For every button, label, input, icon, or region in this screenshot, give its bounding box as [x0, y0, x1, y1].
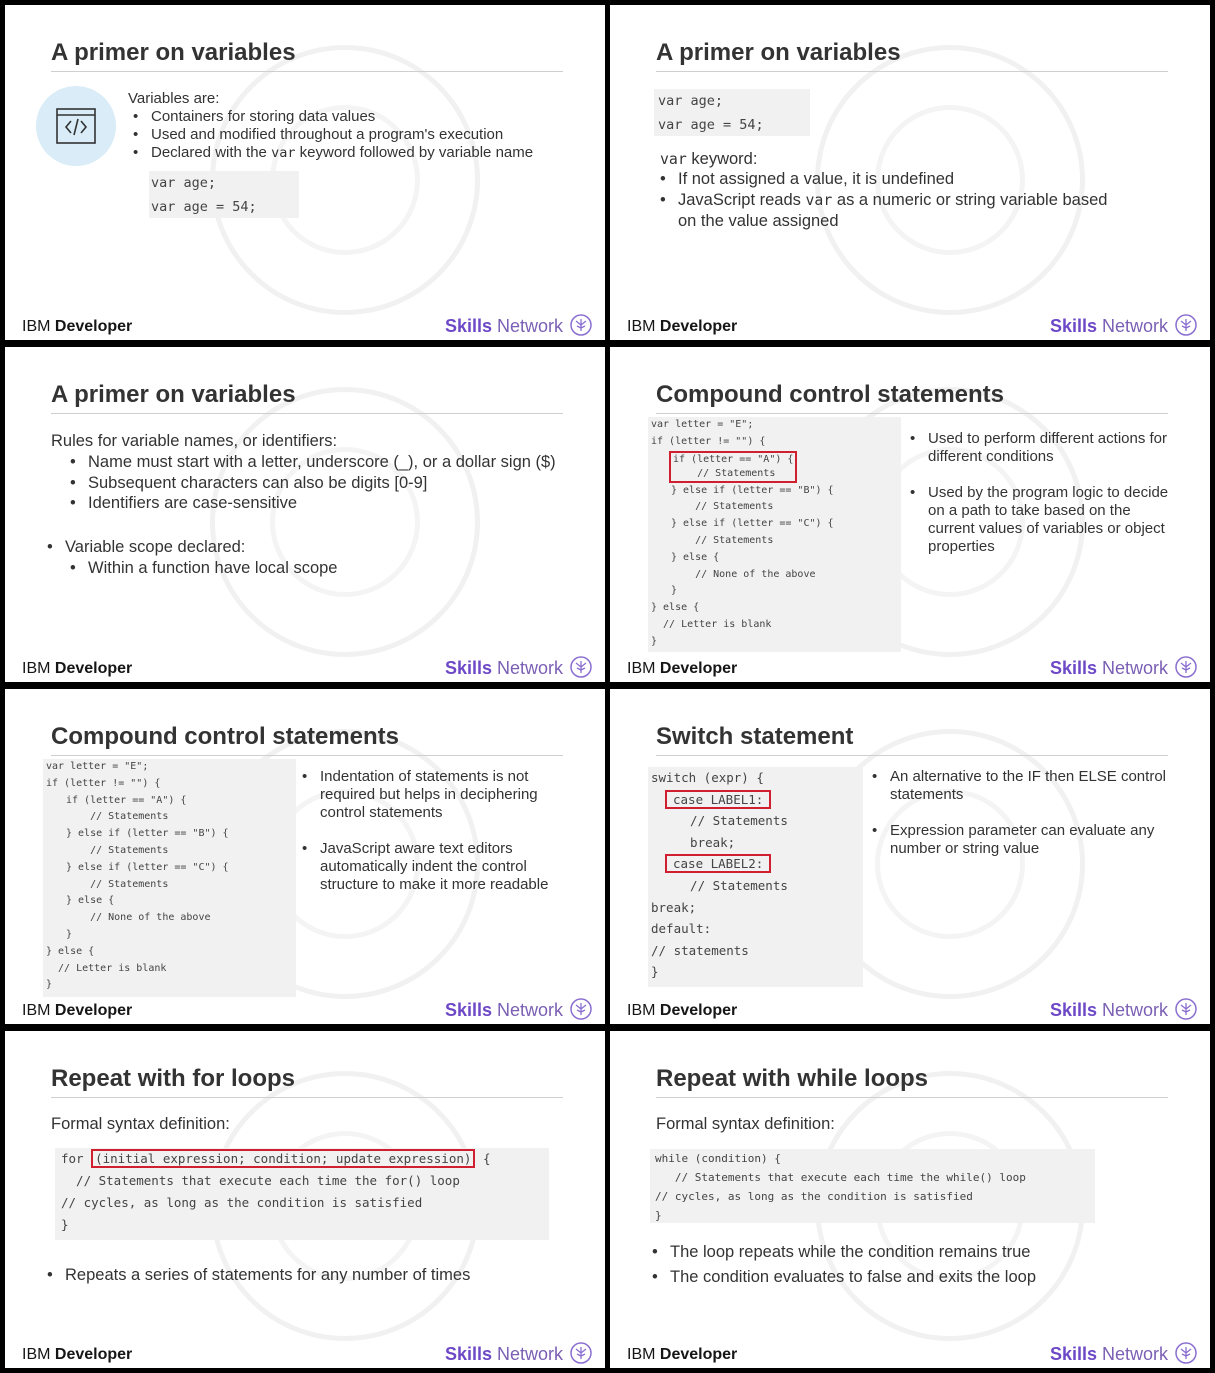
skills-network-icon: [1175, 314, 1197, 336]
bullet-list: [648, 1240, 1188, 1290]
list-item: • The loop repeats while the condition remains true: [648, 1240, 1188, 1265]
list-item: • Identifiers are case-sensitive: [66, 493, 586, 514]
ibm-developer-logo: IBM Developer: [627, 318, 738, 335]
skills-network-icon: [570, 998, 592, 1020]
ibm-developer-logo: IBM Developer: [627, 660, 738, 677]
skills-network-logo: Skills Network: [1049, 316, 1168, 336]
skills-network-logo: Skills Network: [1049, 1344, 1168, 1364]
code-block: var letter = "E"; if (letter != "") { if (letter == "A") { // Statements } else if (letter == "B") { // Statements } else if (letter == "C") { // Statements } else { // None of the above } } else { // Letter is blank }: [648, 417, 901, 652]
slide-3: [5, 347, 605, 682]
slide-1: [5, 5, 605, 340]
code-block: switch (expr) { case LABEL1: // Statements break; case LABEL2: // Statements break; default: // statements }: [648, 767, 863, 987]
slide-8: [610, 1031, 1210, 1368]
highlighted-code: case LABEL1:: [665, 790, 771, 809]
skills-network-icon: [570, 314, 592, 336]
code-block: var letter = "E"; if (letter != "") { if (letter == "A") { // Statements } else if (letter == "B") { // Statements } else if (letter == "C") { // Statements } else { // None of the above } } else { // Letter is blank }: [43, 759, 296, 997]
ibm-developer-logo: IBM Developer: [22, 318, 133, 335]
keyword-label: var keyword:: [660, 150, 758, 168]
scope-sublist: [66, 558, 586, 578]
code-block: var age; var age = 54;: [149, 171, 299, 218]
list-item: • Expression parameter can evaluate any number or string value: [868, 822, 1168, 858]
list-item: • Containers for storing data values: [129, 108, 599, 126]
skills-network-icon: [570, 1342, 592, 1364]
list-item: • Used by the program logic to decide on a path to take based on the current values of variables or object properties: [906, 484, 1176, 556]
skills-network-logo: Skills Network: [444, 316, 563, 336]
list-item: • Subsequent characters can also be digits [0-9]: [66, 473, 586, 494]
skills-network-logo: Skills Network: [1049, 1000, 1168, 1020]
highlighted-code: (initial expression; condition; update expression): [91, 1149, 475, 1168]
skills-network-icon: [1175, 998, 1197, 1020]
ibm-developer-logo: IBM Developer: [22, 1346, 133, 1363]
ibm-developer-logo: IBM Developer: [627, 1002, 738, 1019]
highlighted-code: if (letter == "A") { // Statements: [669, 451, 797, 483]
list-item: • Name must start with a letter, underscore (_), or a dollar sign ($): [66, 452, 586, 473]
list-item: • The condition evaluates to false and exits the loop: [648, 1265, 1188, 1290]
list-item: • JavaScript aware text editors automatically indent the control structure to make it more readable: [298, 840, 558, 894]
slide-7: [5, 1031, 605, 1368]
list-item: • JavaScript reads var as a numeric or string variable based on the value assigned: [656, 190, 1156, 232]
list-item: • Repeats a series of statements for any number of times: [43, 1265, 583, 1285]
intro-text: Variables are:: [128, 90, 220, 107]
skills-network-logo: Skills Network: [1049, 658, 1168, 678]
skills-network-logo: Skills Network: [444, 658, 563, 678]
slide-title: Compound control statements: [51, 723, 563, 756]
ibm-developer-logo: IBM Developer: [22, 1002, 133, 1019]
bullet-list: [656, 169, 1156, 232]
slide-title: Repeat with for loops: [51, 1065, 563, 1098]
ibm-developer-logo: IBM Developer: [627, 1346, 738, 1363]
bullet-list: [906, 430, 1176, 556]
rules-heading: Rules for variable names, or identifiers:: [51, 432, 338, 450]
syntax-subtitle: Formal syntax definition:: [51, 1115, 230, 1133]
list-item: • Declared with the var keyword followed by variable name: [129, 144, 599, 162]
scope-list: [43, 537, 563, 557]
rules-list: [66, 452, 586, 514]
slide-title: Switch statement: [656, 723, 1168, 756]
bullet-list: [129, 108, 599, 162]
code-block: var age; var age = 54;: [654, 89, 810, 136]
slide-5: [5, 689, 605, 1024]
bullet-list: [298, 768, 558, 894]
slide-title: Compound control statements: [656, 381, 1168, 414]
slide-title: A primer on variables: [51, 381, 563, 414]
code-icon: [36, 86, 116, 166]
slide-4: [610, 347, 1210, 682]
list-item: • Used to perform different actions for different conditions: [906, 430, 1176, 466]
code-block: while (condition) { // Statements that execute each time the while() loop // cycles, as long as the condition is satisfied }: [650, 1149, 1095, 1223]
slide-title: A primer on variables: [656, 39, 1168, 72]
syntax-subtitle: Formal syntax definition:: [656, 1115, 835, 1133]
code-block: for (initial expression; condition; update expression) { // Statements that execute each time the for() loop // cycles, as long as the condition is satisfied }: [55, 1148, 549, 1240]
list-item: • Used and modified throughout a program's execution: [129, 126, 599, 144]
skills-network-logo: Skills Network: [444, 1000, 563, 1020]
bullet-list: [868, 768, 1168, 858]
skills-network-logo: Skills Network: [444, 1344, 563, 1364]
list-item: • Indentation of statements is not required but helps in deciphering control statements: [298, 768, 558, 822]
list-item: • An alternative to the IF then ELSE control statements: [868, 768, 1168, 804]
list-item: • Variable scope declared:: [43, 537, 563, 557]
skills-network-icon: [1175, 1342, 1197, 1364]
list-item: • If not assigned a value, it is undefined: [656, 169, 1156, 190]
slide-6: [610, 689, 1210, 1024]
slide-title: A primer on variables: [51, 39, 563, 72]
skills-network-icon: [1175, 656, 1197, 678]
ibm-developer-logo: IBM Developer: [22, 660, 133, 677]
slide-title: Repeat with while loops: [656, 1065, 1168, 1098]
list-item: • Within a function have local scope: [66, 558, 586, 578]
highlighted-code: case LABEL2:: [665, 854, 771, 873]
skills-network-icon: [570, 656, 592, 678]
bullet-list: [43, 1265, 583, 1285]
slide-2: [610, 5, 1210, 340]
